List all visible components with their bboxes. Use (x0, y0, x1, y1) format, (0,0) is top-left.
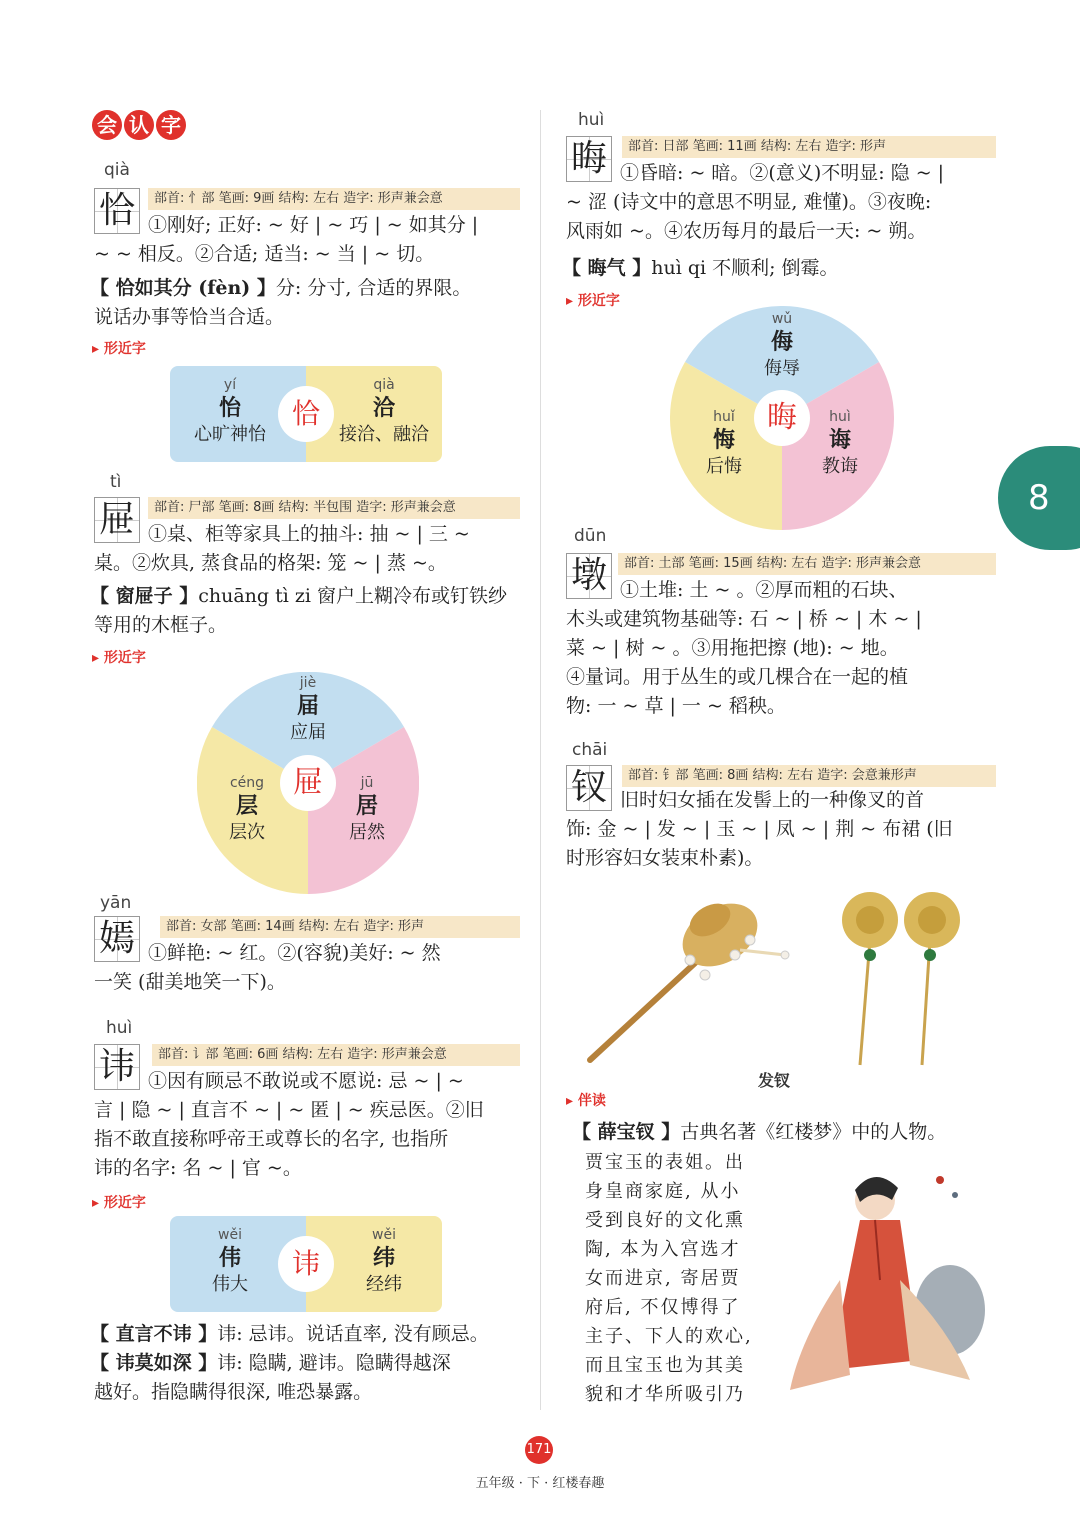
pie-char: 层 (235, 793, 258, 819)
companion-line: 受到良好的文化熏 (585, 1210, 745, 1231)
pinyin-dun: dūn (574, 526, 607, 546)
compare-qia (170, 366, 442, 462)
idiom-body: 讳: 隐瞒, 避讳。隐瞒得越深 (217, 1352, 451, 1374)
pie-pinyin: huì (829, 409, 851, 425)
pie-word: 教诲 (822, 456, 858, 477)
tag-similar: ▸ 形近字 (92, 338, 146, 358)
pie-word: 侮辱 (764, 358, 800, 379)
pinyin-hui-taboo: huì (106, 1018, 133, 1038)
hairpin-caption: 发钗 (758, 1071, 791, 1090)
tag-similar: ▸ 形近字 (92, 647, 146, 667)
word-body: huì qi 不顺利; 倒霉。 (651, 257, 839, 279)
meta-dun: 部首: 土部 笔画: 15画 结构: 左右 造字: 形声兼会意 (618, 553, 996, 575)
idiom-head: 【 直言不讳 】 (90, 1323, 218, 1345)
companion-first: 古典名著《红楼梦》中的人物。 (680, 1121, 947, 1143)
pinyin-ti: tì (110, 472, 122, 492)
meta-ti: 部首: 尸部 笔画: 8画 结构: 半包围 造字: 形声兼会意 (148, 497, 520, 519)
pie-char: 侮 (770, 329, 793, 355)
tag-companion: ▸ 伴读 (566, 1090, 606, 1110)
def-yan-1: ①鲜艳: ~ 红。②(容貌)美好: ~ 然 (148, 942, 441, 964)
word-qia (90, 274, 471, 303)
pie-pinyin: wǔ (771, 311, 793, 327)
char-hui-dark: 晦 (566, 136, 612, 182)
section-title (92, 110, 186, 140)
page-number: 171 (525, 1436, 553, 1464)
hairpin-left (590, 891, 789, 1060)
pie-char: 诲 (828, 427, 851, 453)
pie-pinyin: céng (229, 775, 265, 791)
meta-hui-taboo: 部首: 讠部 笔画: 6画 结构: 左右 造字: 形声兼会意 (152, 1044, 520, 1066)
compare-center: 恰 (278, 386, 334, 442)
word-hui-dark (562, 254, 839, 283)
companion-text (585, 1148, 775, 1409)
compare-word: 心旷神怡 (194, 424, 266, 445)
word-body: 分: 分寸, 合适的界限。 (275, 277, 472, 299)
tag-similar: ▸ 形近字 (92, 1192, 146, 1212)
word-head: 【 恰如其分 (fèn) 】 (90, 277, 276, 299)
compare-char: 洽 (372, 395, 395, 421)
def-dun-4: ④量词。用于丛生的或几棵合在一起的植 (566, 666, 909, 688)
pie-pinyin: jū (360, 775, 374, 791)
meta-yan: 部首: 女部 笔画: 14画 结构: 左右 造字: 形声 (160, 916, 520, 938)
companion-line: 府后, 不仅博得了 (585, 1297, 741, 1318)
def-dun-1: ①土堆: 土 ~ 。②厚而粗的石块、 (620, 579, 908, 601)
compare-right-cell (324, 376, 442, 448)
pie-top-cell (722, 310, 842, 382)
def-hui-3: 指不敢直接称呼帝王或尊长的名字, 也指所 (94, 1128, 449, 1150)
pinyin-hui-dark: huì (578, 110, 605, 130)
hairpin-pair (842, 892, 960, 1065)
compare-hui (170, 1216, 442, 1312)
hairpin-image (570, 880, 990, 1070)
word-ti (90, 582, 507, 611)
pie-pinyin: huǐ (713, 409, 735, 425)
idiom-body: 讳: 忌讳。说话直率, 没有顾忌。 (217, 1323, 489, 1345)
compare-pinyin: qià (373, 377, 395, 393)
companion-line: 女而进京, 寄居贾 (585, 1268, 741, 1289)
unit-tab: 8 (998, 446, 1080, 550)
def-dun-2: 木头或建筑物基础等: 石 ~ | 桥 ~ | 木 ~ | (566, 608, 922, 630)
idiom-2 (90, 1349, 451, 1378)
def-chai-1: 旧时妇女插在发髻上的一种像叉的首 (620, 789, 925, 811)
def-chai-3: 时形容妇女装束朴素)。 (566, 847, 764, 869)
compare-left-cell (170, 1226, 290, 1298)
def-qia-1: ①刚好; 正好: ~ 好 | ~ 巧 | ~ 如其分 | (148, 214, 479, 236)
meta-qia: 部首: 忄部 笔画: 9画 结构: 左右 造字: 形声兼会意 (148, 188, 520, 210)
pie-word: 后悔 (706, 456, 742, 477)
compare-right-cell (324, 1226, 442, 1298)
compare-center: 讳 (278, 1236, 334, 1292)
companion-head (572, 1118, 946, 1147)
def-ti-2: 桌。②炊具, 蒸食品的格架: 笼 ~ | 蒸 ~。 (94, 552, 447, 574)
compare-left-cell (170, 376, 290, 448)
companion-line: 貌和才华所吸引乃 (585, 1384, 745, 1405)
compare-char: 怡 (218, 395, 241, 421)
pie-word: 层次 (229, 822, 265, 843)
compare-word: 经纬 (366, 1274, 402, 1295)
def-qia-2: ~ ~ 相反。②合适; 适当: ~ 当 | ~ 切。 (94, 243, 435, 265)
pie-word: 居然 (349, 822, 385, 843)
char-chai: 钗 (566, 765, 612, 811)
word-ti-cont: 等用的木框子。 (94, 614, 228, 636)
companion-line: 贾宝玉的表姐。出 (585, 1152, 745, 1173)
compare-pinyin: wěi (372, 1227, 396, 1243)
def-chai-2: 饰: 金 ~ | 发 ~ | 玉 ~ | 凤 ~ | 荆 ~ 布裙 (旧 (566, 818, 953, 840)
char-qia: 恰 (94, 188, 140, 234)
word-head: 【 窗屉子 】 (90, 585, 199, 607)
def-dark-2: ~ 涩 (诗文中的意思不明显, 难懂)。③夜晚: (566, 191, 932, 213)
figure-illustration (780, 1160, 990, 1410)
pie-hui (670, 306, 894, 530)
idiom-1 (90, 1320, 489, 1349)
meta-chai: 部首: 钅部 笔画: 8画 结构: 左右 造字: 会意兼形声 (622, 765, 996, 787)
footer: 五年级 · 下 · 红楼春趣 (475, 1476, 605, 1491)
idiom-head: 【 讳莫如深 】 (90, 1352, 218, 1374)
companion-line: 主子、下人的欢心, (585, 1326, 753, 1347)
pinyin-qia: qià (104, 160, 130, 180)
pie-char: 届 (296, 693, 319, 719)
compare-word: 接洽、融洽 (339, 424, 429, 445)
word-head: 【 晦气 】 (562, 257, 652, 279)
word-qia-cont: 说话办事等恰当合适。 (94, 306, 285, 328)
idiom-2-cont: 越好。指隐瞒得很深, 唯恐暴露。 (94, 1381, 373, 1403)
compare-char: 伟 (218, 1245, 241, 1271)
pie-top-cell (248, 674, 368, 746)
char-yan: 嫣 (94, 916, 140, 962)
def-dark-1: ①昏暗: ~ 暗。②(意义)不明显: 隐 ~ | (620, 162, 945, 184)
companion-line: 而且宝玉也为其美 (585, 1355, 745, 1376)
pie-word: 应届 (290, 722, 326, 743)
def-hui-2: 言 | 隐 ~ | 直言不 ~ | ~ 匿 | ~ 疾忌医。②旧 (94, 1099, 484, 1121)
meta-hui-dark: 部首: 日部 笔画: 11画 结构: 左右 造字: 形声 (622, 136, 996, 158)
compare-word: 伟大 (212, 1274, 248, 1295)
def-dun-5: 物: 一 ~ 草 | 一 ~ 稻秧。 (566, 695, 786, 717)
tag-similar: ▸ 形近字 (566, 290, 620, 310)
compare-pinyin: yí (223, 377, 237, 393)
section-title-char: 字 (156, 110, 186, 140)
compare-pinyin: wěi (218, 1227, 242, 1243)
word-body: chuāng tì zi 窗户上糊冷布或钉铁纱 (198, 585, 507, 607)
char-ti: 屉 (94, 497, 140, 543)
section-title-char: 会 (92, 110, 122, 140)
def-hui-1: ①因有顾忌不敢说或不愿说: 忌 ~ | ~ (148, 1070, 464, 1092)
section-title-char: 认 (124, 110, 154, 140)
pie-char: 悔 (712, 427, 735, 453)
pinyin-chai: chāi (572, 740, 608, 760)
pie-center: 屉 (280, 755, 336, 811)
char-hui-taboo: 讳 (94, 1044, 140, 1090)
companion-title: 【 薛宝钗 】 (572, 1121, 681, 1143)
pie-ti (197, 672, 419, 894)
column-divider (540, 110, 541, 1410)
pie-char: 居 (355, 793, 378, 819)
def-yan-2: 一笑 (甜美地笑一下)。 (94, 971, 286, 993)
companion-line: 陶, 本为入宫选才 (585, 1239, 741, 1260)
pinyin-yan: yān (100, 893, 132, 913)
def-dun-3: 菜 ~ | 树 ~ 。③用拖把擦 (地): ~ 地。 (566, 637, 899, 659)
char-dun: 墩 (566, 553, 612, 599)
compare-char: 纬 (372, 1245, 395, 1271)
companion-line: 身皇商家庭, 从小 (585, 1181, 741, 1202)
def-hui-4: 讳的名字: 名 ~ | 官 ~。 (94, 1157, 302, 1179)
def-dark-3: 风雨如 ~。④农历每月的最后一天: ~ 朔。 (566, 220, 927, 242)
pie-center: 晦 (754, 390, 810, 446)
pie-pinyin: jiè (299, 675, 317, 691)
def-ti-1: ①桌、柜等家具上的抽斗: 抽 ~ | 三 ~ (148, 523, 470, 545)
